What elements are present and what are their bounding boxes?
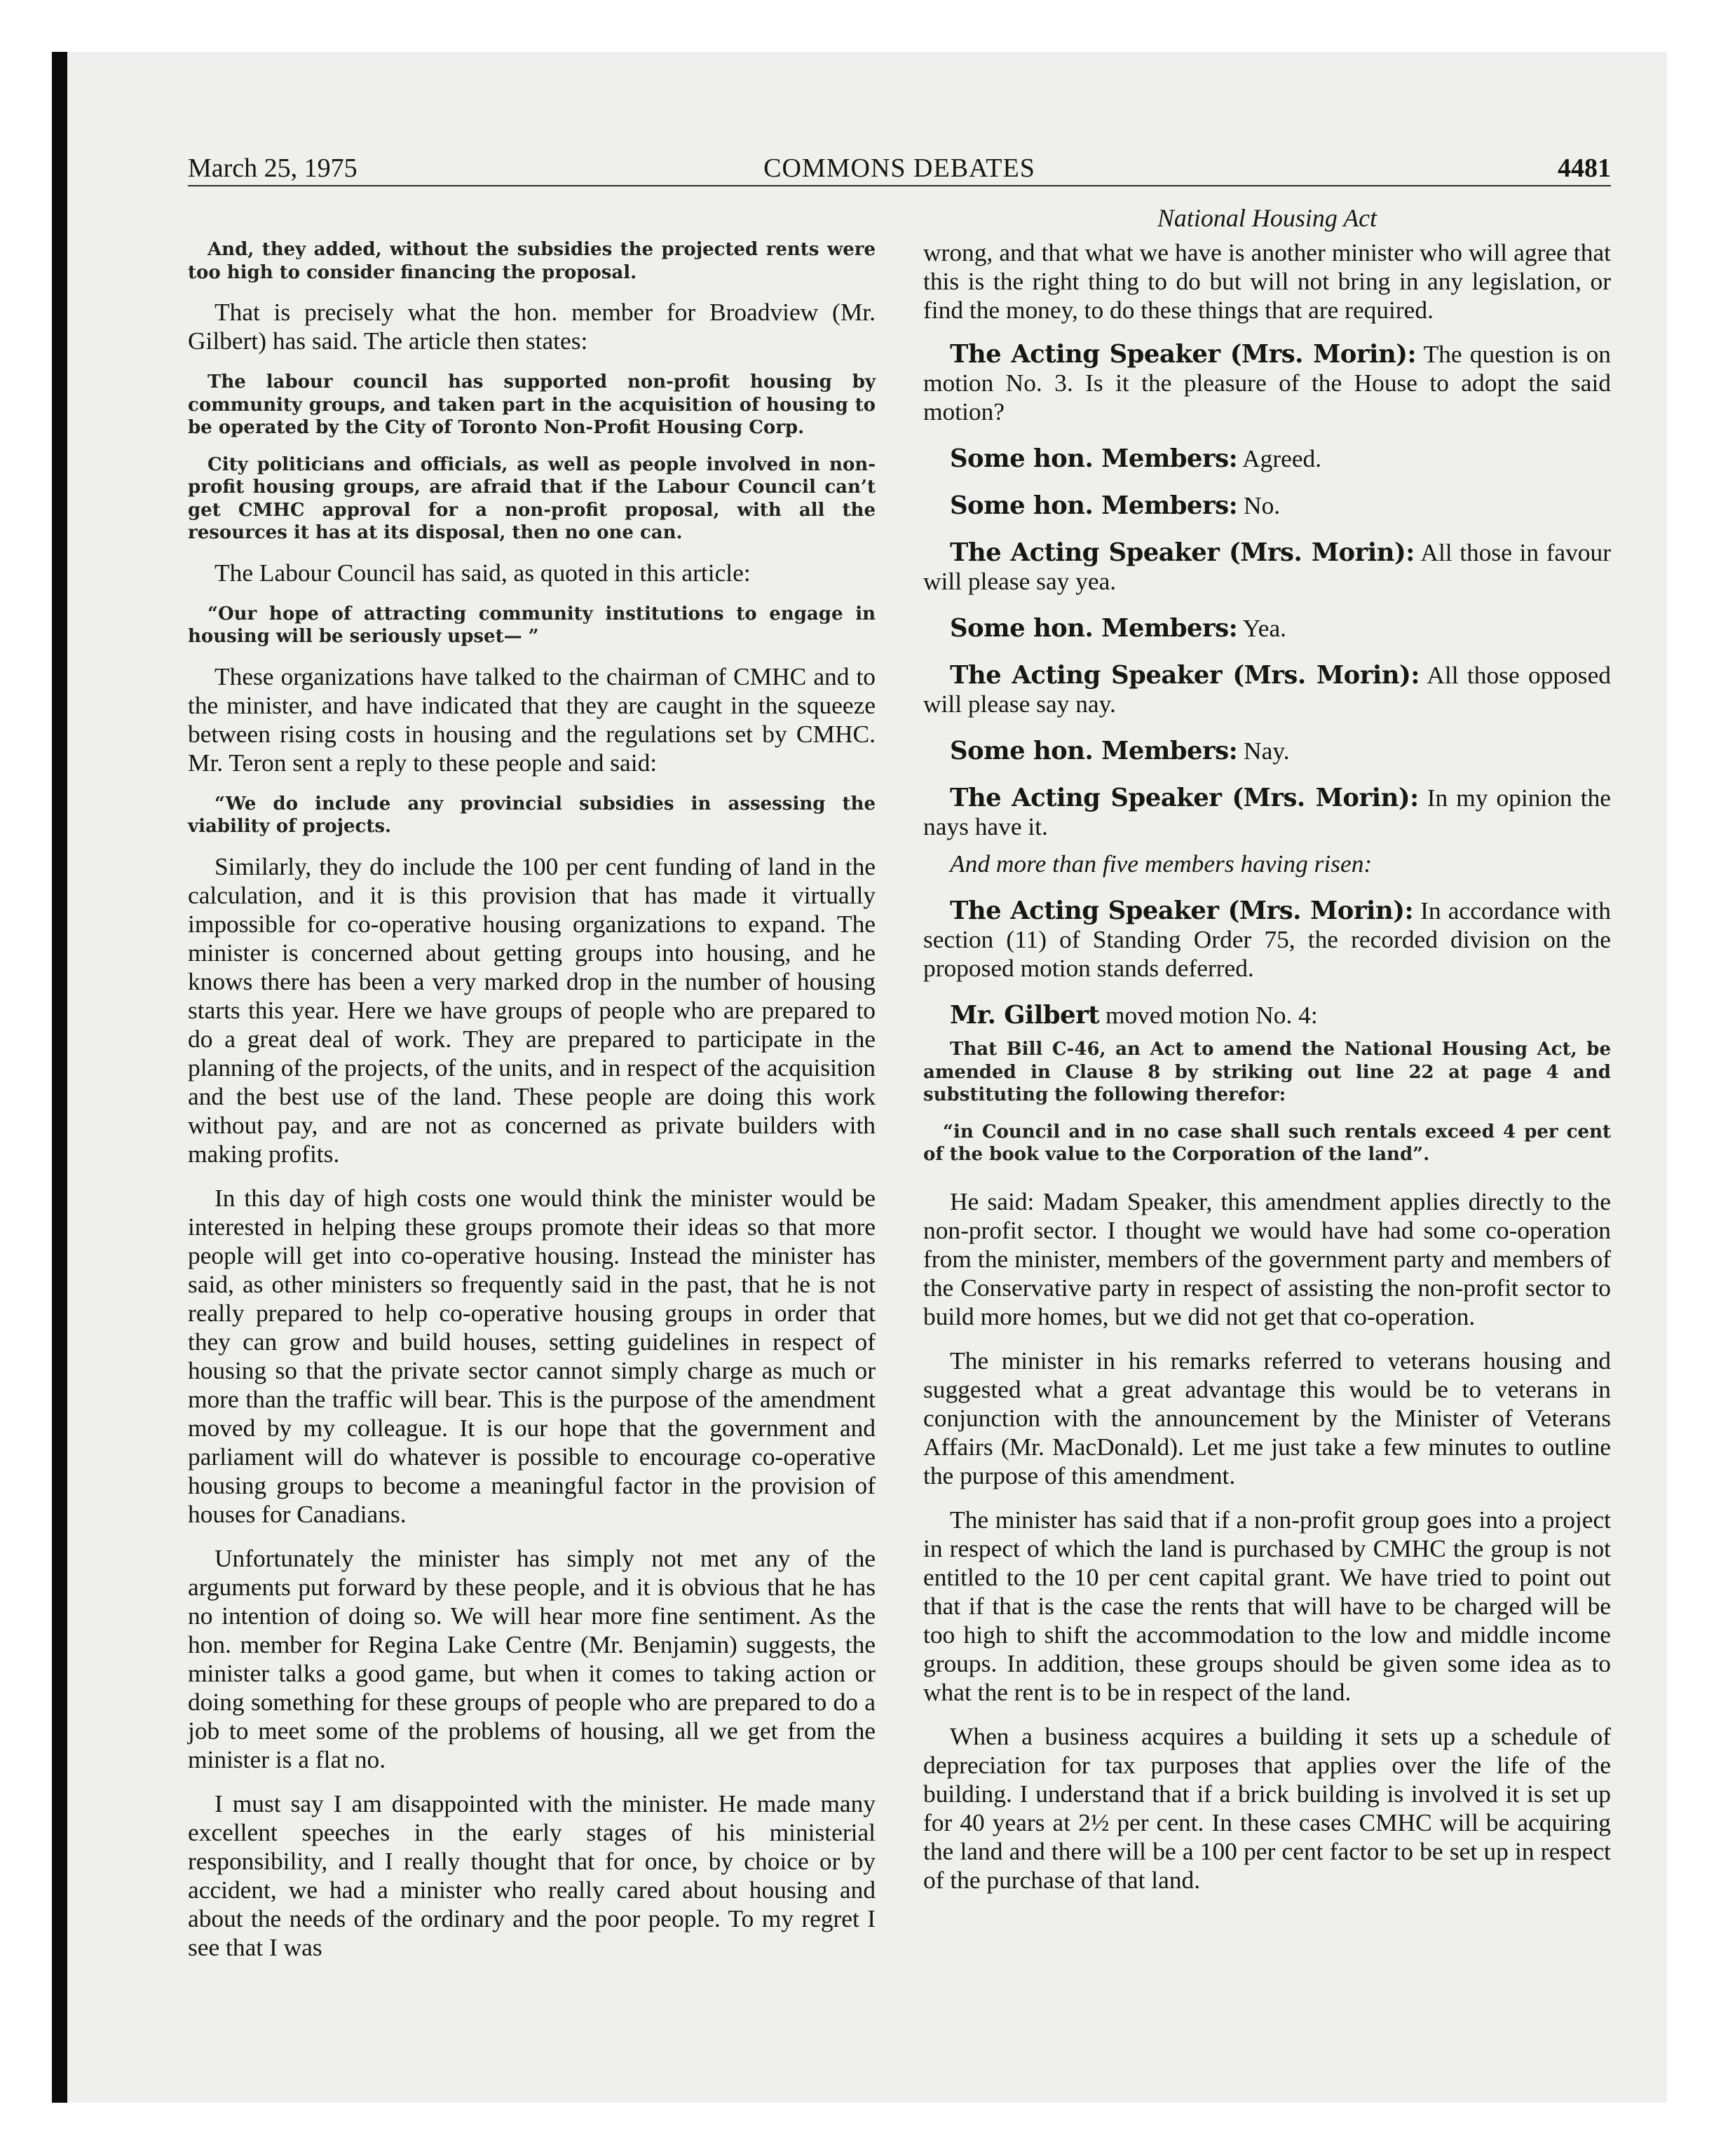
speaker-turn [923,444,1611,473]
speaker-turn [923,491,1611,520]
body-paragraph: That is precisely what the hon. member for Broadview (Mr. Gilbert) has said. The article then states: [188,298,876,355]
quote-paragraph: And, they added, without the subsidies the projected rents were too high to consider financing the proposal. [188,239,876,283]
quote-paragraph: “We do include any provincial subsidies in assessing the viability of projects. [188,793,876,837]
quote-paragraph: “Our hope of attracting community institutions to engage in housing will be seriously upset— ” [188,603,876,647]
speaker-text: Yea. [1237,614,1287,642]
speaker-text: moved motion No. 4: [1099,1001,1318,1029]
speaker-name: The Acting Speaker (Mrs. Morin): [950,896,1414,925]
body-paragraph: Similarly, they do include the 100 per cent funding of land in the calculation, and it is this provision that has made it virtually impossible for co-operative housing organizations to expand. The minister is concerned about getting groups into housing, and he knows there has been a very marked drop in the number of housing starts this year. Here we have groups of people who are prepared to do a great deal of work. They are prepared to participate in the planning of the projects, of the units, and in respect of the acquisition and the best use of the land. These people are doing this work without pay, and are not as concerned as private builders with making profits. [188,852,876,1168]
speaker-text: In my opinion the nays have it. [923,784,1611,840]
page-number: 4481 [1558,153,1611,183]
header-rule [188,185,1611,186]
body-paragraph: The minister in his remarks referred to veterans housing and suggested what a great advantage this would be to veterans in conjunction with the announcement by the Minister of Veterans Affairs (Mr. MacDonald). Let me just take a few minutes to outline the purpose of this amendment. [923,1346,1611,1489]
speaker-name: Some hon. Members: [950,491,1238,520]
speaker-name: Some hon. Members: [950,444,1238,473]
body-paragraph: He said: Madam Speaker, this amendment applies directly to the non-profit sector. I thought we would have had some co-operation from the minister, members of the government party and members of the Conservative party in respect of assisting the non-profit sector to build more homes, but we did not get that co-operation. [923,1187,1611,1330]
speaker-turn [923,538,1611,596]
speaker-text: In accordance with section (11) of Standing Order 75, the recorded division on the proposed motion stands deferred. [923,896,1611,982]
page-header [188,153,1611,184]
speaker-name: The Acting Speaker (Mrs. Morin): [950,784,1419,812]
speaker-name: The Acting Speaker (Mrs. Morin): [950,538,1415,567]
speaker-text: All those in favour will please say yea. [923,538,1611,595]
speaker-text: No. [1237,491,1281,519]
quote-paragraph: The labour council has supported non-profit housing by community groups, and taken part in the acquisition of housing to be operated by the City of Toronto Non-Profit Housing Corp. [188,371,876,438]
body-paragraph: wrong, and that what we have is another minister who will agree that this is the right thing to do but will not bring in any legislation, or find the money, to do these things that are required. [923,238,1611,324]
body-paragraph: These organizations have talked to the chairman of CMHC and to the minister, and have indicated that they are caught in the squeeze between rising costs in housing and the regulations set by CMHC. Mr. Teron sent a reply to these people and said: [188,662,876,777]
speaker-turn [923,614,1611,643]
speaker-turn [923,896,1611,983]
body-paragraph: In this day of high costs one would think the minister would be interested in helping these groups promote their ideas so that more people will get into co-operative housing. Instead the minister has said, as other ministers so frequently said in the past, that he is not really prepared to help co-operative housing groups in order that they can grow and build houses, setting guidelines in respect of housing so that the private sector cannot simply charge as much or more than the traffic will bear. This is the purpose of the amendment moved by my colleague. It is our hope that the government and parliament will do whatever is possible to encourage co-operative housing groups to become a meaningful factor in the provision of houses for Canadians. [188,1183,876,1528]
quote-paragraph: That Bill C-46, an Act to amend the National Housing Act, be amended in Clause 8 by striking out line 22 at page 4 and substituting the following therefor: [923,1039,1611,1105]
left-column [188,238,876,1977]
header-title: COMMONS DEBATES [763,153,1035,183]
body-paragraph: I must say I am disappointed with the minister. He made many excellent speeches in the early stages of his ministerial responsibility, and I really thought that for once, by choice or by accident, we had a minister who really cared about housing and about the needs of the ordinary and the poor people. To my regret I see that I was [188,1789,876,1961]
speaker-turn [923,1001,1611,1030]
scan-border [52,52,67,2103]
speaker-turn [923,340,1611,426]
italic-note: And more than five members having risen: [950,850,1373,878]
body-paragraph: Unfortunately the minister has simply not met any of the arguments put forward by these people, and it is obvious that he has no intention of doing so. We will hear more fine sentiment. As the hon. member for Regina Lake Centre (Mr. Benjamin) suggests, the minister talks a good game, but when it comes to taking action or doing something for these groups of people who are prepared to do a job to meet some of the problems of housing, all we get from the minister is a flat no. [188,1543,876,1773]
speaker-name: The Acting Speaker (Mrs. Morin): [950,661,1420,690]
speaker-name: Some hon. Members: [950,737,1238,765]
speaker-turn [923,661,1611,718]
speaker-text: All those opposed will please say nay. [923,661,1611,718]
speaker-turn [923,784,1611,841]
speaker-text: Nay. [1237,737,1290,765]
speaker-turn [923,737,1611,765]
body-paragraph: The minister has said that if a non-profit group goes into a project in respect of which the land is purchased by CMHC the group is not entitled to the 10 per cent capital grant. We have tried to point out that if that is the case the rents that will have to be charged will be too high to shift the accommodation to the low and middle income groups. In addition, these groups should be given some idea as to what the rent is to be in respect of the land. [923,1505,1611,1706]
header-date: March 25, 1975 [188,153,358,183]
quote-paragraph: “in Council and in no case shall such rentals exceed 4 per cent of the book value to the Corporation of the land”. [923,1121,1611,1165]
quote-paragraph: City politicians and officials, as well as people involved in non-profit housing groups, are afraid that if the Labour Council can’t get CMHC approval for a non-profit proposal, with all the resources it has at its disposal, then no one can. [188,453,876,543]
running-head: National Housing Act [1157,204,1377,232]
body-paragraph: The Labour Council has said, as quoted in this article: [215,558,751,587]
right-column [923,238,1611,1910]
body-paragraph: When a business acquires a building it sets up a schedule of depreciation for tax purposes that applies over the life of the building. I understand that if a brick building is involved it is set up for 40 years at 2½ per cent. In these cases CMHC will be acquiring the land and there will be a 100 per cent factor to be set up in respect of the purchase of that land. [923,1721,1611,1894]
speaker-name: Some hon. Members: [950,614,1238,643]
speaker-text: The question is on motion No. 3. Is it the pleasure of the House to adopt the said motion? [923,340,1611,425]
speaker-text: Agreed. [1237,444,1322,472]
speaker-name: Mr. Gilbert [950,1001,1100,1030]
speaker-name: The Acting Speaker (Mrs. Morin): [950,340,1417,369]
